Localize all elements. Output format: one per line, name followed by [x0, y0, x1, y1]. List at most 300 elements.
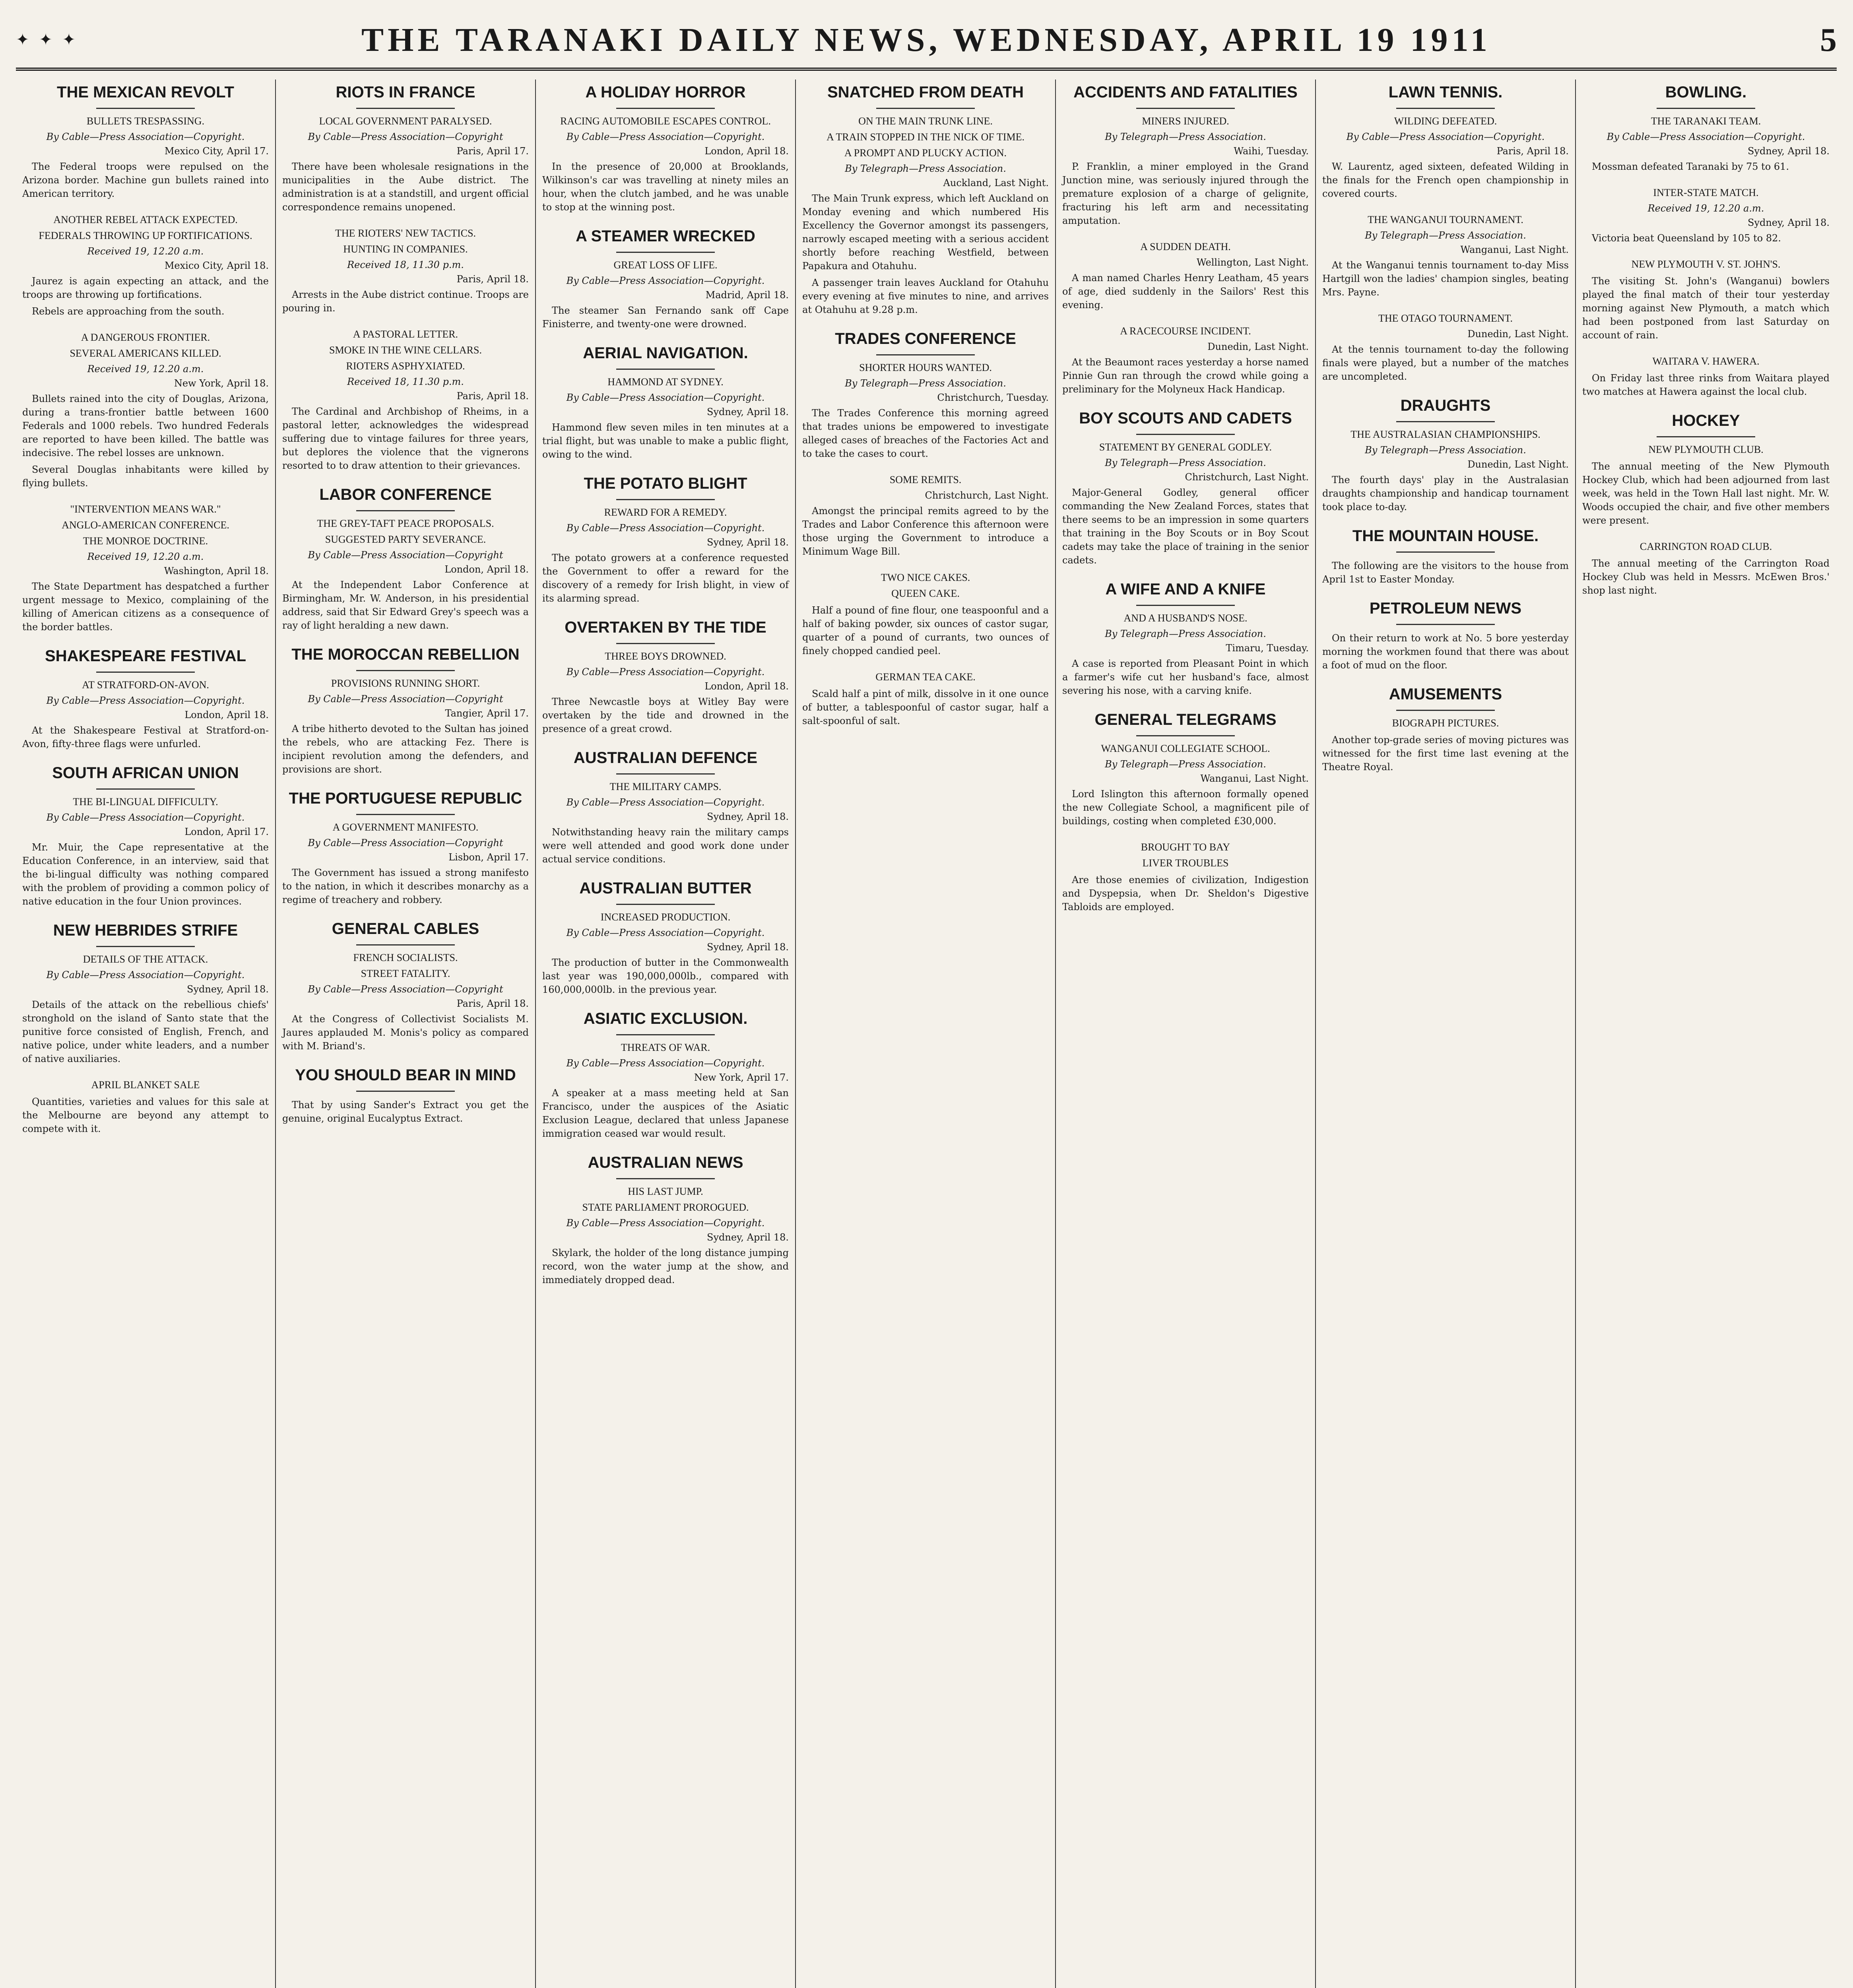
headline-rule [616, 1034, 715, 1035]
headline-rule [1136, 434, 1235, 435]
article-byline: Received 19, 12.20 a.m. [87, 363, 204, 375]
article-headline: SHAKESPEARE FESTIVAL [45, 647, 246, 665]
article-subheading: THE MILITARY CAMPS. [609, 781, 722, 792]
article-subheading: THE TARANAKI TEAM. [1651, 115, 1761, 127]
article-dateline: Sydney, April 18. [707, 537, 789, 548]
article [1582, 355, 1830, 398]
article-headline: AUSTRALIAN BUTTER [579, 879, 752, 897]
article [1062, 325, 1309, 396]
article [282, 1066, 529, 1125]
column-3 [536, 80, 796, 1988]
article-byline: By Telegraph—Press Association. [845, 163, 1006, 174]
article-subheading: DETAILS OF THE ATTACK. [83, 953, 208, 965]
article [542, 1154, 789, 1287]
article [802, 83, 1049, 316]
article-dateline: Timaru, Tuesday. [1226, 643, 1309, 654]
article-headline: A HOLIDAY HORROR [585, 83, 746, 101]
masthead-ornament: ✦ ✦ ✦ [16, 31, 78, 49]
article [1582, 187, 1830, 245]
article-byline: By Cable—Press Association—Copyright. [46, 131, 245, 142]
article-headline: BOY SCOUTS AND CADETS [1079, 410, 1292, 427]
article [1322, 313, 1569, 383]
masthead [16, 12, 1837, 71]
article-paragraph: A man named Charles Henry Leatham, 45 years of age, died suddenly in the Sailors' Rest this evening. [1062, 272, 1309, 311]
article-subheading: WAITARA V. HAWERA. [1652, 355, 1760, 367]
article [22, 1079, 269, 1136]
article-byline: By Cable—Press Association—Copyright [308, 984, 503, 995]
headline-rule [96, 788, 195, 790]
article [1582, 412, 1830, 527]
masthead-title: THE TARANAKI DAILY NEWS, WEDNESDAY, APRIL 19 1911 [361, 21, 1491, 58]
article-subheading: THE WANGANUI TOURNAMENT. [1368, 214, 1523, 225]
article-subheading: NEW PLYMOUTH V. ST. JOHN'S. [1631, 258, 1781, 270]
article-byline: By Cable—Press Association—Copyright [308, 693, 503, 705]
article [282, 790, 529, 907]
article-paragraph: At the Wanganui tennis tournament to-day Miss Hartgill won the ladies' champion singles, beating Mrs. Payne. [1322, 260, 1569, 298]
article-paragraph: The State Department has despatched a further urgent message to Mexico, complaining of the killing of American citizens as a consequence of the border battles. [22, 581, 269, 633]
article-subheading: WILDING DEFEATED. [1394, 115, 1497, 127]
article-paragraph: On Friday last three rinks from Waitara played two matches at Hawera against the local club. [1582, 373, 1830, 397]
article-subheading: A SUDDEN DEATH. [1140, 241, 1231, 252]
article-subheading: FRENCH SOCIALISTS. [353, 952, 458, 963]
article [542, 83, 789, 214]
article-subheading: QUEEN CAKE. [891, 588, 960, 599]
article-paragraph: Victoria beat Queensland by 105 to 82. [1592, 233, 1781, 244]
article-paragraph: Major-General Godley, general officer commanding the New Zealand Forces, states that there seems to be an impression in some quarters that training in the Boy Scouts or in Boy Scout cadets may take the place of training in the senior cadets. [1062, 487, 1309, 566]
article-headline: THE MOUNTAIN HOUSE. [1352, 527, 1539, 545]
article-headline: AMUSEMENTS [1389, 685, 1502, 703]
headline-rule [1396, 421, 1495, 422]
article [542, 879, 789, 996]
article-dateline: London, April 18. [704, 146, 789, 157]
article-paragraph: The steamer San Fernando sank off Cape Finisterre, and twenty-one were drowned. [542, 305, 789, 330]
article [542, 344, 789, 461]
article-paragraph: On their return to work at No. 5 bore yesterday morning the workmen found that there was about a foot of mud on the floor. [1322, 633, 1569, 671]
article [542, 1010, 789, 1140]
article-paragraph: Skylark, the holder of the long distance jumping record, won the water jump at the show, and immediately dropped dead. [542, 1247, 789, 1285]
headline-rule [356, 944, 455, 945]
columns-container [16, 80, 1837, 1988]
article-dateline: London, April 18. [184, 709, 269, 720]
article-subheading: AT STRATFORD-ON-AVON. [82, 679, 209, 691]
article-subheading: THE GREY-TAFT PEACE PROPOSALS. [317, 518, 494, 529]
article-subheading: BIOGRAPH PICTURES. [1392, 717, 1499, 729]
article-paragraph: Are those enemies of civilization, Indigestion and Dyspepsia, when Dr. Sheldon's Digestive Tabloids are employed. [1062, 874, 1309, 912]
article-subheading: ANGLO-AMERICAN CONFERENCE. [62, 519, 229, 531]
article-dateline: Wellington, Last Night. [1196, 257, 1309, 268]
article-byline: By Cable—Press Association—Copyright. [566, 666, 765, 678]
headline-rule [616, 252, 715, 253]
headline-rule [96, 672, 195, 673]
headline-rule [616, 904, 715, 905]
article [1582, 258, 1830, 342]
article-paragraph: At the Congress of Collectivist Socialists M. Jaures applauded M. Monis's policy as compared with M. Briand's. [282, 1013, 529, 1052]
article-dateline: Wanganui, Last Night. [1200, 773, 1309, 784]
article-subheading: REWARD FOR A REMEDY. [604, 507, 727, 518]
article-subheading: STATEMENT BY GENERAL GODLEY. [1099, 441, 1272, 453]
article-headline: BOWLING. [1665, 83, 1747, 101]
column-1 [16, 80, 276, 1988]
article-subheading: SHORTER HOURS WANTED. [859, 362, 992, 373]
article-byline: By Cable—Press Association—Copyright. [1607, 131, 1805, 142]
article-subheading: A PROMPT AND PLUCKY ACTION. [844, 147, 1007, 159]
article-paragraph: The annual meeting of the New Plymouth Hockey Club, which had been adjourned from last week, was held in the Town Hall last night. Mr. W. Woods occupied the chair, and five other members were present. [1582, 461, 1830, 526]
article [1322, 685, 1569, 774]
article-paragraph: Three Newcastle boys at Witley Bay were overtaken by the tide and drowned in the presence of a great crowd. [542, 696, 789, 734]
article-byline: By Cable—Press Association—Copyright. [46, 969, 245, 980]
article-byline: By Cable—Press Association—Copyright. [566, 522, 765, 534]
article-dateline: Wanganui, Last Night. [1460, 244, 1569, 255]
article-dateline: London, April 18. [704, 681, 789, 692]
article-dateline: Christchurch, Last Night. [925, 490, 1049, 501]
article-subheading: NEW PLYMOUTH CLUB. [1648, 444, 1764, 455]
headline-rule [616, 1178, 715, 1179]
article-paragraph: Hammond flew seven miles in ten minutes at a trial flight, but was unable to make a public flight, owing to the wind. [542, 422, 789, 460]
article [282, 486, 529, 632]
article [1062, 83, 1309, 227]
article-paragraph: The Trades Conference this morning agreed that trades unions be empowered to investigate alleged cases of breaches of the Factories Act and to take the cases to court. [802, 408, 1049, 459]
article-subheading: SEVERAL AMERICANS KILLED. [70, 348, 221, 359]
article-byline: By Cable—Press Association—Copyright. [1346, 131, 1545, 142]
article [1062, 580, 1309, 697]
article-dateline: New York, April 17. [694, 1072, 789, 1083]
article-byline: Received 18, 11.30 p.m. [347, 259, 464, 270]
article-subheading: WANGANUI COLLEGIATE SCHOOL. [1101, 743, 1270, 754]
article-subheading: HIS LAST JUMP. [628, 1186, 703, 1197]
article-subheading: "INTERVENTION MEANS WAR." [70, 503, 221, 515]
article-dateline: Paris, April 18. [456, 998, 529, 1009]
article-subheading: LOCAL GOVERNMENT PARALYSED. [319, 115, 492, 127]
article [542, 749, 789, 866]
article-paragraph: Amongst the principal remits agreed to by the Trades and Labor Conference this afternoon were those urging the Government to introduce a Minimum Wage Bill. [802, 505, 1049, 557]
article-subheading: CARRINGTON ROAD CLUB. [1640, 541, 1772, 552]
article [802, 330, 1049, 460]
headline-rule [1396, 710, 1495, 711]
article [1322, 397, 1569, 514]
article [1322, 83, 1569, 200]
article-subheading: MINERS INJURED. [1142, 115, 1229, 127]
article-byline: By Cable—Press Association—Copyright. [46, 812, 245, 823]
article-paragraph: Details of the attack on the rebellious chiefs' stronghold on the island of Santo state that the punitive force consisted of English, French, and native police, under white leaders, and a number of native auxiliaries. [22, 999, 269, 1064]
article-paragraph: The production of butter in the Commonwealth last year was 190,000,000lb., compared with 160,000,000lb. in the previous year. [542, 957, 789, 995]
article-paragraph: Mossman defeated Taranaki by 75 to 61. [1592, 161, 1789, 172]
article-dateline: Paris, April 18. [456, 390, 529, 402]
article-subheading: SMOKE IN THE WINE CELLARS. [329, 344, 482, 356]
article-dateline: Lisbon, April 17. [448, 852, 529, 863]
article [802, 474, 1049, 558]
article-subheading: TWO NICE CAKES. [881, 572, 970, 583]
article-subheading: HUNTING IN COMPANIES. [343, 243, 468, 255]
article-headline: HOCKEY [1672, 412, 1740, 429]
article-subheading: THE BI-LINGUAL DIFFICULTY. [73, 796, 218, 808]
article-subheading: INCREASED PRODUCTION. [600, 911, 731, 923]
article-byline: By Cable—Press Association—Copyright. [46, 695, 245, 706]
article-paragraph: The following are the visitors to the house from April 1st to Easter Monday. [1322, 560, 1569, 585]
article-headline: SOUTH AFRICAN UNION [52, 764, 239, 782]
article-paragraph: The Government has issued a strong manifesto to the nation, in which it describes monarchy as a regime of treachery and robbery. [282, 867, 529, 905]
article-subheading: GERMAN TEA CAKE. [875, 671, 976, 683]
article-subheading: A PASTORAL LETTER. [353, 328, 458, 340]
article-headline: TRADES CONFERENCE [835, 330, 1016, 348]
headline-rule [1136, 108, 1235, 109]
article-paragraph: P. Franklin, a miner employed in the Grand Junction mine, was seriously injured through the premature explosion of a charge of gelignite, fracturing his left arm and necessitating amputation. [1062, 161, 1309, 226]
article-byline: By Cable—Press Association—Copyright [308, 549, 503, 561]
article-paragraph: The fourth days' play in the Australasian draughts championship and handicap tournament took place to-day. [1322, 474, 1569, 513]
article-paragraph: At the Independent Labor Conference at Birmingham, Mr. W. Anderson, in his presidential address, said that Sir Edward Grey's speech was a ray of light heralding a new dawn. [282, 579, 529, 631]
headline-rule [356, 1091, 455, 1092]
column-4 [796, 80, 1056, 1988]
article-dateline: Dunedin, Last Night. [1467, 459, 1569, 470]
article-dateline: Mexico City, April 18. [164, 260, 269, 271]
article-paragraph: Bullets rained into the city of Douglas, Arizona, during a trans-frontier battle between 1600 Federals and 1000 rebels. Two hundred Federals are reported to have been killed. The battle was indecisive. The rebel losses are unknown. [22, 393, 269, 458]
article [542, 227, 789, 331]
article-headline: AERIAL NAVIGATION. [583, 344, 748, 362]
article-headline: LABOR CONFERENCE [319, 486, 492, 503]
article-paragraph: A passenger train leaves Auckland for Otahuhu every evening at five minutes to nine, and arrives at Otahuhu at 9.28 p.m. [802, 277, 1049, 315]
article-subheading: BULLETS TRESPASSING. [86, 115, 205, 127]
article-subheading: THE RIOTERS' NEW TACTICS. [335, 227, 476, 239]
article-headline: THE PORTUGUESE REPUBLIC [289, 790, 522, 807]
article-byline: By Telegraph—Press Association. [1105, 131, 1266, 142]
article-headline: A STEAMER WRECKED [576, 227, 755, 245]
article-subheading: INTER-STATE MATCH. [1653, 187, 1759, 198]
article-subheading: THE MONROE DOCTRINE. [83, 535, 208, 547]
article-subheading: HAMMOND AT SYDNEY. [607, 376, 724, 388]
article-dateline: Mexico City, April 17. [164, 146, 269, 157]
article-paragraph: Jaurez is again expecting an attack, and the troops are throwing up fortifications. [22, 276, 269, 300]
article-paragraph: That by using Sander's Extract you get the genuine, original Eucalyptus Extract. [282, 1099, 529, 1124]
article-subheading: STATE PARLIAMENT PROROGUED. [582, 1202, 749, 1213]
article-subheading: APRIL BLANKET SALE [91, 1079, 200, 1091]
article [802, 671, 1049, 728]
headline-rule [616, 773, 715, 775]
article-paragraph: W. Laurentz, aged sixteen, defeated Wilding in the finals for the French open championship in covered courts. [1322, 161, 1569, 199]
headline-rule [876, 354, 975, 355]
article [1062, 241, 1309, 312]
article-headline: GENERAL TELEGRAMS [1094, 711, 1277, 728]
article-paragraph: The annual meeting of the Carrington Road Hockey Club was held in Messrs. McEwen Bros.' shop last night. [1582, 558, 1830, 596]
article-subheading: FEDERALS THROWING UP FORTIFICATIONS. [39, 230, 252, 241]
article-paragraph: The visiting St. John's (Wanganui) bowlers played the final match of their tour yesterday morning against New Plymouth, a match which had been postponed from last Saturday on account of rain. [1582, 276, 1830, 341]
article-paragraph: A tribe hitherto devoted to the Sultan has joined the rebels, who are attacking Fez. There is incipient revolution among the defenders, and provisions are short. [282, 723, 529, 775]
article-paragraph: Scald half a pint of milk, dissolve in it one ounce of butter, a tablespoonful of castor sugar, half a salt-spoonful of salt. [802, 688, 1049, 726]
article-byline: By Telegraph—Press Association. [1365, 445, 1526, 456]
article-subheading: A RACECOURSE INCIDENT. [1120, 325, 1251, 337]
article-paragraph: The Federal troops were repulsed on the Arizona border. Machine gun bullets rained into American territory. [22, 161, 269, 199]
article-dateline: London, April 17. [184, 826, 269, 837]
headline-rule [1657, 108, 1756, 109]
article [542, 475, 789, 605]
article [1582, 541, 1830, 597]
article-dateline: Madrid, April 18. [705, 289, 789, 301]
headline-rule [616, 369, 715, 370]
article-headline: AUSTRALIAN NEWS [588, 1154, 743, 1171]
article-byline: By Cable—Press Association—Copyright. [566, 131, 765, 142]
article [282, 83, 529, 214]
article-byline: By Cable—Press Association—Copyright. [566, 392, 765, 403]
headline-rule [1396, 108, 1495, 109]
article-paragraph: A case is reported from Pleasant Point in which a farmer's wife cut her husband's face, almost severing his nose, with a carving knife. [1062, 658, 1309, 696]
article-subheading: A GOVERNMENT MANIFESTO. [332, 821, 479, 833]
headline-rule [96, 108, 195, 109]
article-paragraph: The Main Trunk express, which left Auckland on Monday evening and which numbered His Excellency the Governor amongst its passengers, narrowly escaped meeting with a serious accident shortly before reaching Westfield, between Papakura and Otahuhu. [802, 193, 1049, 272]
headline-rule [356, 814, 455, 815]
article [22, 647, 269, 751]
article-headline: DRAUGHTS [1400, 397, 1491, 414]
article-byline: By Telegraph—Press Association. [1105, 759, 1266, 770]
article [22, 214, 269, 318]
article-dateline: Paris, April 18. [1496, 146, 1569, 157]
article-headline: OVERTAKEN BY THE TIDE [565, 619, 766, 636]
article-subheading: A TRAIN STOPPED IN THE NICK OF TIME. [827, 131, 1024, 143]
article-subheading: THREATS OF WAR. [621, 1042, 710, 1053]
article-subheading: SOME REMITS. [889, 474, 962, 485]
article-dateline: Tangier, April 17. [445, 708, 529, 719]
article-paragraph: Mr. Muir, the Cape representative at the Education Conference, in an interview, said that the bi-lingual difficulty was nothing compared with the problem of providing a common policy of native education in the four Union provinces. [22, 842, 269, 907]
article-byline: By Cable—Press Association—Copyright. [566, 1217, 765, 1229]
column-5 [1056, 80, 1316, 1988]
article-byline: By Cable—Press Association—Copyright [308, 837, 503, 848]
article-paragraph: A speaker at a mass meeting held at San Francisco, under the auspices of the Asiatic Exclusion League, declared that unless Japanese immigration ceased war would result. [542, 1087, 789, 1139]
article [282, 328, 529, 472]
article-subheading: AND A HUSBAND'S NOSE. [1123, 612, 1248, 624]
article-headline: THE MEXICAN REVOLT [57, 83, 234, 101]
article [22, 764, 269, 908]
article-subheading: STREET FATALITY. [361, 968, 450, 979]
headline-rule [1396, 624, 1495, 625]
article-subheading: ANOTHER REBEL ATTACK EXPECTED. [53, 214, 238, 225]
headline-rule [616, 643, 715, 644]
article [22, 922, 269, 1066]
article-byline: Received 18, 11.30 p.m. [347, 376, 464, 387]
article [1062, 410, 1309, 567]
article-subheading: THE OTAGO TOURNAMENT. [1378, 313, 1513, 324]
article-headline: ACCIDENTS AND FATALITIES [1073, 83, 1298, 101]
headline-rule [1396, 551, 1495, 553]
page-number: 5 [1820, 21, 1837, 58]
article [22, 332, 269, 490]
article-subheading: ON THE MAIN TRUNK LINE. [858, 115, 993, 127]
article-dateline: Washington, April 18. [164, 565, 269, 577]
article-dateline: Sydney, April 18. [1748, 146, 1830, 157]
article-paragraph: Arrests in the Aube district continue. Troops are pouring in. [282, 289, 529, 314]
article-byline: By Cable—Press Association—Copyright. [566, 927, 765, 938]
article-paragraph: Rebels are approaching from the south. [32, 306, 225, 317]
article [22, 83, 269, 200]
article-byline: By Cable—Press Association—Copyright [308, 131, 503, 142]
article-headline: AUSTRALIAN DEFENCE [573, 749, 758, 767]
article-headline: THE POTATO BLIGHT [584, 475, 747, 492]
article-dateline: New York, April 18. [174, 378, 269, 389]
article-subheading: GREAT LOSS OF LIFE. [613, 259, 718, 271]
article-dateline: Sydney, April 18. [707, 811, 789, 822]
headline-rule [616, 108, 715, 109]
article-dateline: Sydney, April 18. [187, 984, 269, 995]
article-dateline: Sydney, April 18. [707, 942, 789, 953]
article-dateline: London, April 18. [444, 564, 529, 575]
article-subheading: SUGGESTED PARTY SEVERANCE. [325, 534, 486, 545]
headline-rule [356, 670, 455, 671]
article-paragraph: There have been wholesale resignations in the municipalities in the Aube district. The administration is at a standstill, and urgent official correspondence remains unopened. [282, 161, 529, 213]
article-subheading: RIOTERS ASPHYXIATED. [346, 360, 465, 372]
article-dateline: Paris, April 17. [456, 146, 529, 157]
article-headline: A WIFE AND A KNIFE [1105, 580, 1266, 598]
article-headline: THE MOROCCAN REBELLION [291, 646, 520, 663]
article-headline: PETROLEUM NEWS [1369, 600, 1522, 617]
article-byline: Received 19, 12.20 a.m. [1647, 203, 1764, 214]
article-byline: By Cable—Press Association—Copyright. [566, 1058, 765, 1069]
article-headline: NEW HEBRIDES STRIFE [53, 922, 238, 939]
article [1062, 841, 1309, 914]
article-dateline: Paris, April 18. [456, 274, 529, 285]
article-paragraph: Lord Islington this afternoon formally opened the new Collegiate School, a magnificent pile of buildings, costing when completed £30,000. [1062, 788, 1309, 827]
article-headline: ASIATIC EXCLUSION. [583, 1010, 748, 1027]
article-subheading: LIVER TROUBLES [1142, 857, 1229, 869]
column-6 [1316, 80, 1576, 1988]
article-paragraph: At the tennis tournament to-day the following finals were played, but a number of the matches are uncompleted. [1322, 344, 1569, 382]
article-subheading: A DANGEROUS FRONTIER. [81, 332, 210, 343]
article-dateline: Dunedin, Last Night. [1467, 328, 1569, 340]
article [282, 227, 529, 315]
article-paragraph: Half a pound of fine flour, one teaspoonful and a half of baking powder, six ounces of castor sugar, quarter of a pound of currants, two ounces of finely chopped candied peel. [802, 605, 1049, 656]
article-paragraph: In the presence of 20,000 at Brooklands, Wilkinson's car was travelling at ninety miles an hour, when the clutch jambed, and he was unable to stop at the winning post. [542, 161, 789, 213]
article-byline: By Cable—Press Association—Copyright. [566, 797, 765, 808]
headline-rule [1136, 605, 1235, 606]
article-paragraph: Another top-grade series of moving pictures was witnessed for the first time last evening at the Theatre Royal. [1322, 734, 1569, 773]
article [22, 503, 269, 634]
article-headline: GENERAL CABLES [332, 920, 479, 938]
article-paragraph: Notwithstanding heavy rain the military camps were well attended and good work done under actual service conditions. [542, 827, 789, 865]
article-byline: By Telegraph—Press Association. [1105, 457, 1266, 468]
article-dateline: Christchurch, Tuesday. [937, 392, 1049, 403]
article-dateline: Waihi, Tuesday. [1234, 146, 1309, 157]
article-headline: SNATCHED FROM DEATH [827, 83, 1024, 101]
article [1322, 214, 1569, 299]
headline-rule [356, 108, 455, 109]
article-subheading: RACING AUTOMOBILE ESCAPES CONTROL. [560, 115, 771, 127]
article-dateline: Christchurch, Last Night. [1185, 472, 1309, 483]
article-headline: YOU SHOULD BEAR IN MIND [295, 1066, 516, 1084]
headline-rule [1136, 735, 1235, 736]
column-2 [276, 80, 536, 1988]
article-byline: By Telegraph—Press Association. [1365, 230, 1526, 241]
article-dateline: Sydney, April 18. [707, 1232, 789, 1243]
article [1582, 83, 1830, 173]
article [282, 646, 529, 776]
article [542, 619, 789, 736]
article-paragraph: At the Shakespeare Festival at Stratford-on-Avon, fifty-three flags were unfurled. [22, 725, 269, 749]
article-subheading: THREE BOYS DROWNED. [605, 650, 726, 662]
article-dateline: Sydney, April 18. [707, 406, 789, 417]
article [282, 920, 529, 1053]
article-byline: By Telegraph—Press Association. [845, 378, 1006, 389]
article [802, 572, 1049, 658]
article-paragraph: The Cardinal and Archbishop of Rheims, in a pastoral letter, acknowledges the widespread suffering due to vintage failures for three years, but deplores the violence that the vignerons resorted to to draw attention to their grievances. [282, 406, 529, 471]
article-dateline: Sydney, April 18. [1748, 217, 1830, 228]
column-7 [1576, 80, 1836, 1988]
article-headline: LAWN TENNIS. [1388, 83, 1503, 101]
article-paragraph: At the Beaumont races yesterday a horse named Pinnie Gun ran through the crowd while going a preliminary for the Molyneux Hack Handicap. [1062, 357, 1309, 395]
article [1322, 527, 1569, 586]
article [1322, 600, 1569, 672]
article-paragraph: The potato growers at a conference requested the Government to offer a reward for the discovery of a remedy for Irish blight, in view of its alarming spread. [542, 552, 789, 604]
article-subheading: THE AUSTRALASIAN CHAMPIONSHIPS. [1350, 429, 1541, 440]
article-subheading: PROVISIONS RUNNING SHORT. [331, 678, 480, 689]
headline-rule [1657, 436, 1756, 437]
article-paragraph: Quantities, varieties and values for this sale at the Melbourne are beyond any attempt to compete with it. [22, 1096, 269, 1134]
headline-rule [616, 499, 715, 500]
article-byline: By Cable—Press Association—Copyright. [566, 275, 765, 286]
